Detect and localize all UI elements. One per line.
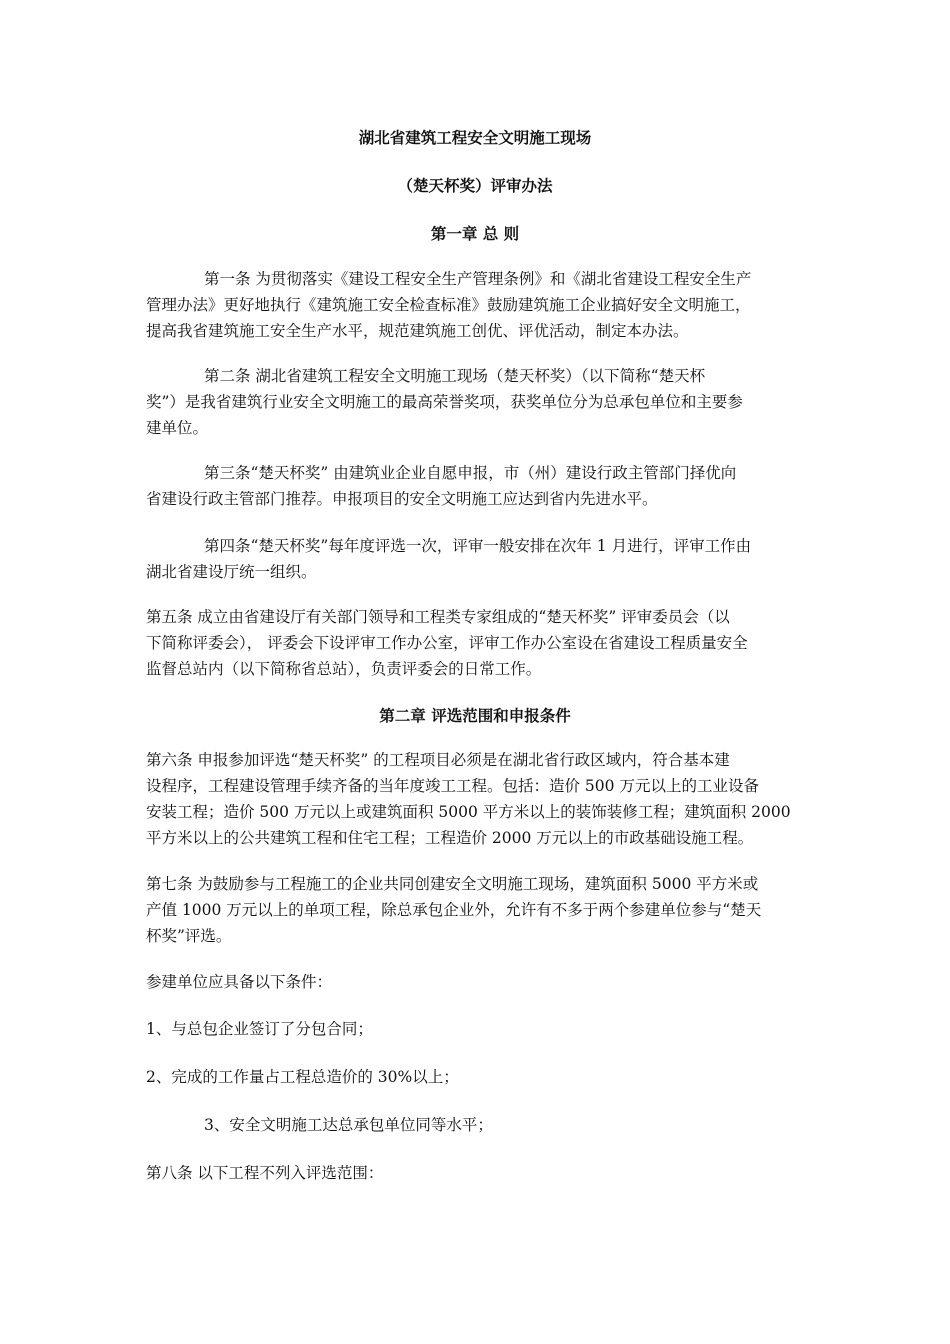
article-4-line: 湖北省建设厅统一组织。 xyxy=(146,563,317,581)
article-3 xyxy=(146,460,806,512)
article-6-line: 安装工程；造价 500 万元以上或建筑面积 5000 平方米以上的装饰装修工程；建筑面积 2000 xyxy=(146,803,791,821)
document-title: 湖北省建筑工程安全文明施工现场 xyxy=(358,129,592,147)
article-8 xyxy=(146,1160,806,1186)
conditions-intro-text: 参建单位应具备以下条件： xyxy=(146,973,333,991)
article-2-line: 建单位。 xyxy=(146,419,209,437)
document-subtitle: （楚天杯奖）评审办法 xyxy=(397,177,553,195)
condition-1-text: 1、与总包企业签订了分包合同； xyxy=(146,1020,373,1038)
article-3-line: 第三条“楚天杯奖” 由建筑业企业自愿申报，市（州）建设行政主管部门择优向 xyxy=(204,464,737,482)
article-1-line: 第一条 为贯彻落实《建设工程安全生产管理条例》和《湖北省建设工程安全生产 xyxy=(204,270,752,288)
article-7-line: 杯奖”评选。 xyxy=(146,927,232,945)
article-5-line: 第五条 成立由省建设厅有关部门领导和工程类专家组成的“楚天杯奖” 评审委员会（以 xyxy=(146,608,730,626)
article-7-line: 第七条 为鼓励参与工程施工的企业共同创建安全文明施工现场，建筑面积 5000 平方米或 xyxy=(146,875,759,893)
conditions-intro xyxy=(146,969,806,995)
article-2-line: 奖”）是我省建筑行业安全文明施工的最高荣誉奖项，获奖单位分为总承包单位和主要参 xyxy=(146,393,743,411)
article-8-text: 第八条 以下工程不列入评选范围： xyxy=(146,1164,384,1182)
article-1 xyxy=(146,266,806,344)
condition-3-text: 3、安全文明施工达总承包单位同等水平； xyxy=(204,1116,493,1134)
article-1-line: 提高我省建筑施工安全生产水平，规范建筑施工创优、评优活动，制定本办法。 xyxy=(146,322,689,340)
article-4 xyxy=(146,533,806,585)
article-2-line: 第二条 湖北省建筑工程安全文明施工现场（楚天杯奖）（以下简称“楚天杯 xyxy=(204,367,706,385)
article-6 xyxy=(146,747,806,851)
article-6-line: 设程序，工程建设管理手续齐备的当年度竣工工程。包括：造价 500 万元以上的工业设备 xyxy=(146,777,759,795)
article-5-line: 监督总站内（以下简称省总站），负责评委会的日常工作。 xyxy=(146,660,542,678)
chapter-2-heading: 第二章 评选范围和申报条件 xyxy=(379,707,571,725)
article-5-line: 下简称评委会）， 评委会下设评审工作办公室，评审工作办公室设在省建设工程质量安全 xyxy=(146,634,748,652)
condition-3 xyxy=(146,1112,806,1138)
article-4-line: 第四条“楚天杯奖”每年度评选一次，评审一般安排在次年 1 月进行，评审工作由 xyxy=(204,537,752,555)
condition-1 xyxy=(146,1016,806,1042)
condition-2 xyxy=(146,1064,806,1090)
article-6-line: 第六条 申报参加评选“楚天杯奖” 的工程项目必须是在湖北省行政区域内，符合基本建 xyxy=(146,751,730,769)
chapter-1-heading: 第一章 总 则 xyxy=(430,225,520,243)
condition-2-text: 2、完成的工作量占工程总造价的 30%以上； xyxy=(146,1068,459,1086)
article-1-line: 管理办法》更好地执行《建筑施工安全检查标准》鼓励建筑施工企业搞好安全文明施工， xyxy=(146,296,751,314)
article-6-line: 平方米以上的公共建筑工程和住宅工程；工程造价 2000 万元以上的市政基础设施工程。 xyxy=(146,829,754,847)
article-2 xyxy=(146,363,806,441)
article-5 xyxy=(146,604,806,682)
article-3-line: 省建设行政主管部门推荐。申报项目的安全文明施工应达到省内先进水平。 xyxy=(146,490,658,508)
article-7-line: 产值 1000 万元以上的单项工程，除总承包企业外，允许有不多于两个参建单位参与“楚天 xyxy=(146,901,762,919)
article-7 xyxy=(146,871,806,949)
